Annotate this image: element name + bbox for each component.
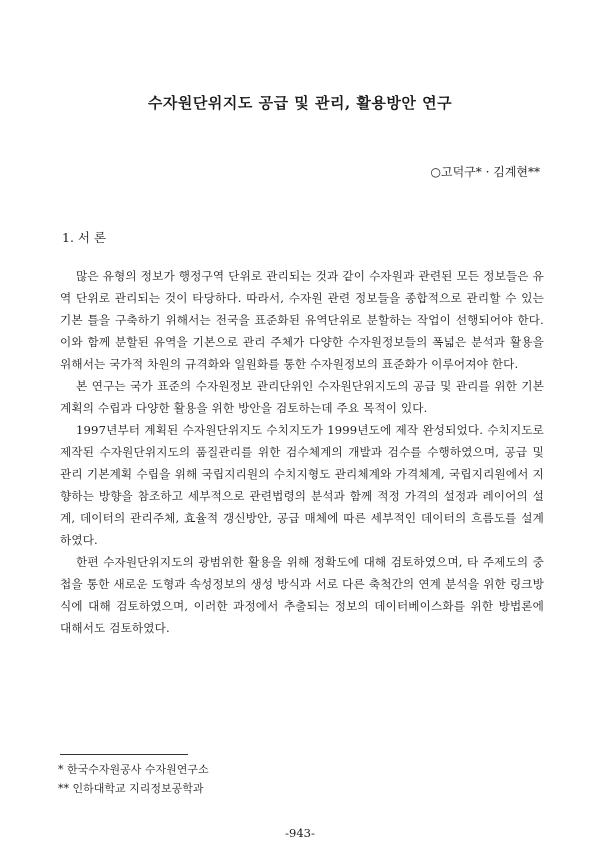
author-line: ○고덕구* · 김계현** — [430, 165, 540, 179]
footnote-affiliation-1: * 한국수자원공사 수자원연구소 — [58, 763, 209, 776]
paragraph: 한편 수자원단위지도의 광범위한 활용을 위해 정확도에 대해 검토하였으며, 타 주제도의 중첩을 통한 새로운 도형과 속성정보의 생성 방식과 서로 다른 축척간의 연계 분석을 위한 링크방식에 대해 검토하였으며, 이러한 과정에서 추출되는 정보의 데이터베이스화를 위한 방법론에 대해서도 검토하였다. — [60, 555, 544, 635]
paragraph: 본 연구는 국가 표준의 수자원정보 관리단위인 수자원단위지도의 공급 및 관리를 위한 기본계획의 수립과 다양한 활용을 위한 방안을 검토하는데 주요 목적이 있다. — [60, 379, 544, 415]
paragraph: 1997년부터 계획된 수자원단위지도 수치지도가 1999년도에 제작 완성되었다. 수치지도로 제작된 수자원단위지도의 품질관리를 위한 검수체계의 개발과 검수를 수행하였으며, 공급 및 관리 기본계획 수립을 위해 국립지리원의 수치지형도 관리체계와 가격체계, 국립지리원에서 지향하는 방향을 참조하고 세부적으로 관련법령의 분석과 함께 적정 가격의 설정과 레이어의 설계, 데이터의 관리주체, 효율적 갱신방안, 공급 매체에 따른 세부적인 데이터의 흐름도를 설계하였다. — [60, 423, 544, 547]
footnote-affiliation-2: ** 인하대학교 지리정보공학과 — [58, 782, 204, 795]
footnote-divider — [60, 754, 188, 755]
body-text — [60, 265, 544, 639]
footnotes — [58, 760, 209, 798]
page-number: -943- — [285, 826, 315, 840]
paper-title: 수자원단위지도 공급 및 관리, 활용방안 연구 — [147, 94, 453, 112]
section-heading-introduction: 1. 서 론 — [62, 230, 107, 245]
paragraph: 많은 유형의 정보가 행정구역 단위로 관리되는 것과 같이 수자원과 관련된 모든 정보들은 유역 단위로 관리되는 것이 타당하다. 따라서, 수자원 관련 정보들을 종합적으로 관리할 수 있는 기본 틀을 구축하기 위해서는 전국을 표준화된 유역단위로 분할하는 작업이 선행되어야 한다. 이와 함께 분할된 유역을 기본으로 관리 주체가 다양한 수자원정보들의 폭넓은 분석과 활용을 위해서는 국가적 차원의 규격화와 일원화를 통한 수자원정보의 표준화가 이루어져야 한다. — [60, 269, 544, 371]
